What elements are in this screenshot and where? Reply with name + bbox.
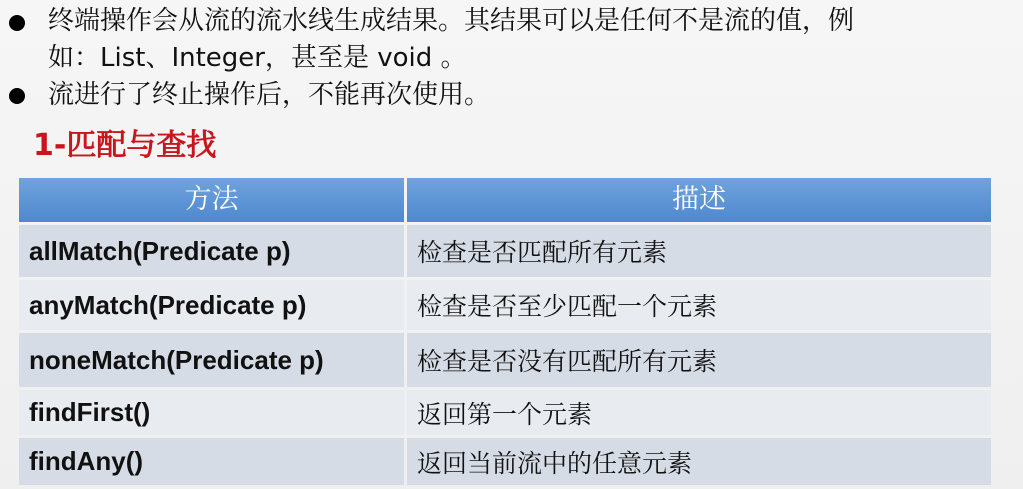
method-cell: findAny() <box>19 438 404 485</box>
table-header-method: 方法 <box>19 178 404 222</box>
method-cell: allMatch(Predicate p) <box>19 225 404 277</box>
method-cell: anyMatch(Predicate p) <box>19 280 404 330</box>
table-row <box>19 333 991 387</box>
section-title: 1-匹配与查找 <box>33 128 217 163</box>
bullet-text-line: 如：List、Integer，甚至是 void 。 <box>48 43 467 73</box>
description-cell: 检查是否至少匹配一个元素 <box>407 280 991 330</box>
bullet-text-line: 流进行了终止操作后，不能再次使用。 <box>48 80 491 110</box>
table-header-description: 描述 <box>407 178 991 222</box>
description-cell: 检查是否没有匹配所有元素 <box>407 333 991 387</box>
bullet-text-line: 终端操作会从流的流水线生成结果。其结果可以是任何不是流的值，例 <box>48 6 855 36</box>
bullet-item-1 <box>0 3 1023 77</box>
description-cell: 检查是否匹配所有元素 <box>407 225 991 277</box>
method-cell: noneMatch(Predicate p) <box>19 333 404 387</box>
table-row <box>19 280 991 330</box>
bullet-dot-icon <box>9 15 25 31</box>
bullet-dot-icon <box>9 88 25 104</box>
table-row <box>19 438 991 485</box>
bullet-item-2 <box>0 77 1023 114</box>
table-row <box>19 225 991 277</box>
description-cell: 返回当前流中的任意元素 <box>407 438 991 485</box>
description-cell: 返回第一个元素 <box>407 390 991 435</box>
table-row <box>19 390 991 435</box>
method-cell: findFirst() <box>19 390 404 435</box>
methods-table <box>19 178 991 485</box>
